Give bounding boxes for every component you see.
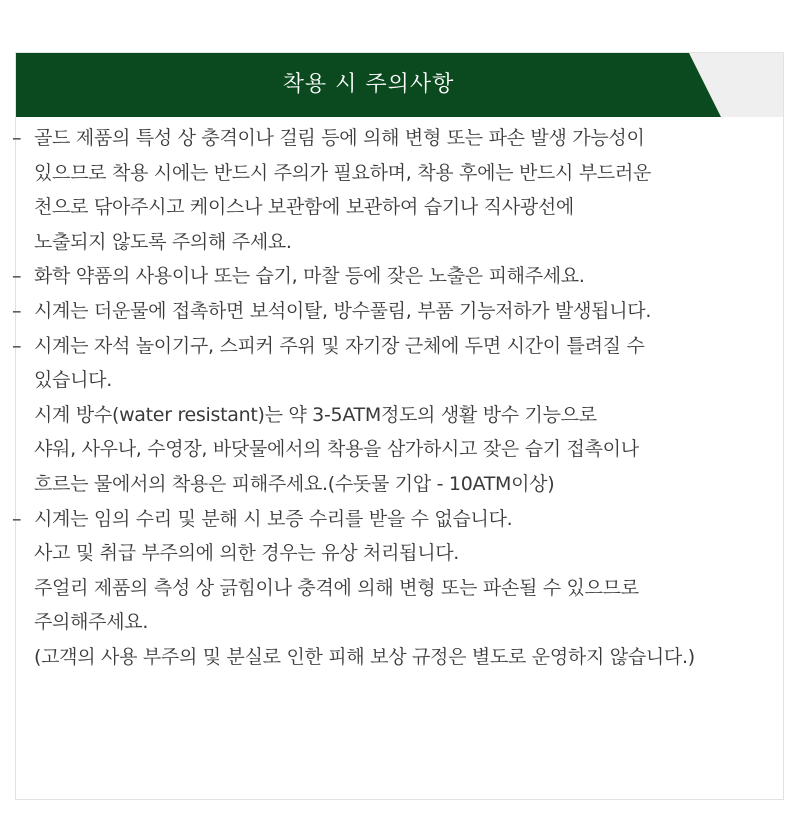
notice-text: 흐르는 물에서의 착용은 피해주세요.(수돗물 기압 - 10ATM이상) — [34, 472, 555, 495]
notice-text: 시계는 더운물에 접촉하면 보석이탈, 방수풀림, 부품 기능저하가 발생됩니다. — [34, 299, 652, 322]
notice-text: 있습니다. — [34, 369, 112, 392]
notice-list — [12, 121, 772, 675]
notice-text: 시계는 자석 놀이기구, 스피커 주위 및 자기장 근체에 두면 시간이 틀려질 수 — [34, 334, 645, 357]
notice-2-line-1 — [12, 259, 772, 294]
notice-text: 샤워, 사우나, 수영장, 바닷물에서의 착용을 삼가하시고 잦은 습기 접촉이나 — [34, 438, 639, 461]
notice-text: 사고 및 취급 부주의에 의한 경우는 유상 처리됩니다. — [34, 542, 460, 565]
notice-text: 골드 제품의 특성 상 충격이나 걸림 등에 의해 변형 또는 파손 발생 가능성이 — [34, 127, 645, 149]
dash-bullet: – — [12, 299, 22, 322]
notice-text: 시계 방수(water resistant)는 약 3-5ATM정도의 생활 방수 기능으로 — [34, 403, 597, 426]
notice-4-line-2 — [12, 363, 772, 398]
notice-text: 주의해주세요. — [34, 611, 149, 634]
notice-5-line-4 — [12, 605, 772, 640]
notice-text: (고객의 사용 부주의 및 분실로 인한 피해 보상 규정은 별도로 운영하지 않습니다.) — [34, 645, 695, 668]
notice-4-line-3 — [12, 398, 772, 433]
notice-text: 화학 약품의 사용이나 또는 습기, 마찰 등에 잦은 노출은 피해주세요. — [34, 265, 585, 288]
dash-bullet: – — [12, 507, 22, 530]
notice-4-line-1 — [12, 329, 772, 364]
notice-1-line-4 — [12, 225, 772, 260]
dash-bullet: – — [12, 265, 22, 288]
notice-1-line-3 — [12, 190, 772, 225]
notice-text: 있으므로 착용 시에는 반드시 주의가 필요하며, 착용 후에는 반드시 부드러운 — [34, 161, 652, 184]
notice-4-line-4 — [12, 432, 772, 467]
dash-bullet: – — [12, 334, 22, 357]
page-title: 착용 시 주의사항 — [282, 72, 455, 97]
notice-4-line-5 — [12, 467, 772, 502]
header-banner — [16, 53, 783, 117]
notice-text: 노출되지 않도록 주의해 주세요. — [34, 230, 292, 253]
notice-1-line-2 — [12, 156, 772, 191]
notice-1-line-1 — [12, 121, 772, 156]
notice-5-line-1 — [12, 502, 772, 537]
notice-3-line-1 — [12, 294, 772, 329]
notice-text: 주얼리 제품의 측성 상 긁힘이나 충격에 의해 변형 또는 파손될 수 있으므로 — [34, 576, 639, 599]
notice-5-line-2 — [12, 536, 772, 571]
notice-text: 시계는 임의 수리 및 분해 시 보증 수리를 받을 수 없습니다. — [34, 507, 513, 530]
notice-5-line-5 — [12, 640, 772, 675]
notice-text: 천으로 닦아주시고 케이스나 보관함에 보관하여 습기나 직사광선에 — [34, 196, 574, 219]
dash-bullet: – — [12, 127, 22, 149]
notice-5-line-3 — [12, 571, 772, 606]
